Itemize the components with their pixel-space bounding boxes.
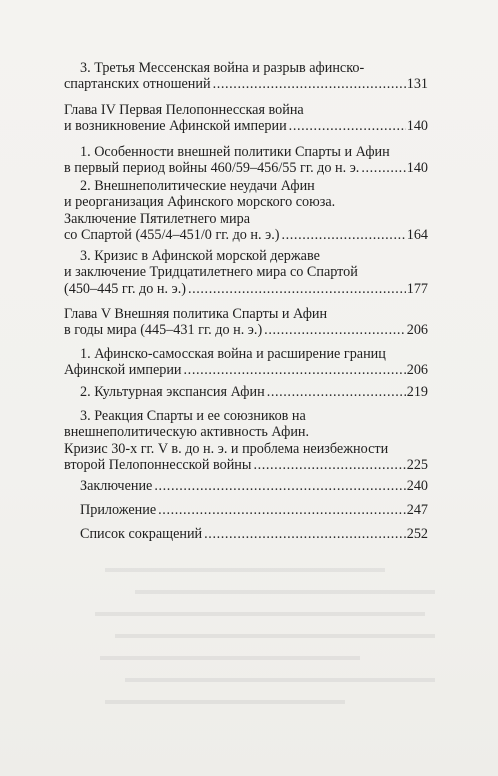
toc-entry-title-line: внешнеполитическую активность Афин.: [64, 424, 310, 441]
toc-entry[interactable]: [64, 306, 428, 339]
toc-entry-title-line: Список сокращений: [80, 526, 203, 542]
toc-entry-title-line: 1. Афинско-самосская война и расширение границ: [80, 346, 386, 362]
dot-leader: [267, 384, 406, 400]
toc-entry-title-line: 3. Третья Мессенская война и разрыв афинско-: [80, 60, 365, 76]
dot-leader: [154, 478, 405, 494]
toc-page-number: 206: [406, 322, 428, 339]
toc-entry-title-line: Глава IV Первая Пелопоннесская война: [64, 102, 304, 118]
toc-entry-title-line: Заключение Пятилетнего мира: [64, 210, 250, 227]
toc-page-number: 225: [406, 457, 428, 474]
toc-entry[interactable]: [64, 248, 428, 297]
toc-entry-title-line: 2. Внешнеполитические неудачи Афин: [80, 178, 315, 194]
toc-entry-title-line: и заключение Тридцатилетнего мира со Спартой: [64, 264, 358, 281]
toc-entry-title-line: Афинской империи: [64, 362, 182, 379]
toc-page-number: 140: [406, 118, 428, 135]
dot-leader: [213, 76, 406, 92]
toc-entry[interactable]: [64, 102, 428, 135]
toc-entry-title-line: спартанских отношений: [64, 76, 211, 93]
toc-entry[interactable]: [64, 408, 428, 474]
toc-entry-title-line: 2. Культурная экспансия Афин: [80, 384, 265, 400]
dot-leader: [281, 227, 405, 243]
toc-entry-title-line: в годы мира (445–431 гг. до н. э.): [64, 322, 263, 339]
toc-page-number: 240: [406, 478, 428, 494]
toc-entry-title-line: второй Пелопоннесской войны: [64, 457, 252, 474]
dot-leader: [264, 322, 406, 338]
toc-entry[interactable]: [64, 60, 428, 93]
toc-entry-title-line: Приложение: [80, 502, 157, 518]
toc-entry[interactable]: [64, 178, 428, 244]
toc-page-number: 252: [406, 526, 428, 542]
toc-page-number: 140: [406, 160, 428, 177]
dot-leader: [361, 160, 405, 176]
toc-page-number: 206: [406, 362, 428, 379]
toc-entry-title-line: со Спартой (455/4–451/0 гг. до н. э.): [64, 227, 280, 244]
toc-entry-title-line: (450–445 гг. до н. э.): [64, 280, 186, 297]
dot-leader: [158, 502, 406, 518]
toc-entry[interactable]: [80, 502, 428, 518]
bleed-through-text: [95, 560, 455, 720]
toc-entry-title-line: и возникновение Афинской империи: [64, 118, 287, 135]
toc-page-number: 247: [406, 502, 428, 518]
dot-leader: [184, 362, 406, 378]
dot-leader: [253, 457, 405, 473]
toc-entry[interactable]: [80, 478, 428, 494]
toc-entry-title-line: Глава V Внешняя политика Спарты и Афин: [64, 306, 328, 322]
toc-entry[interactable]: [80, 526, 428, 542]
toc-entry-title-line: 3. Кризис в Афинской морской державе: [80, 248, 320, 264]
toc-page-number: 131: [406, 76, 428, 93]
toc-entry[interactable]: [80, 384, 428, 400]
toc-entry-title-line: Кризис 30-х гг. V в. до н. э. и проблема неизбежности: [64, 440, 389, 457]
toc-page-number: 164: [406, 227, 428, 244]
toc-entry-title-line: в первый период войны 460/59–456/55 гг. до н. э.: [64, 160, 360, 177]
dot-leader: [204, 526, 406, 542]
toc-page-number: 177: [406, 280, 428, 297]
toc-entry[interactable]: [64, 346, 428, 379]
toc-entry[interactable]: [64, 144, 428, 177]
dot-leader: [188, 281, 406, 297]
toc-entry-title-line: и реорганизация Афинского морского союза.: [64, 194, 336, 211]
toc-entry-title-line: Заключение: [80, 478, 153, 494]
toc-entry-title-line: 1. Особенности внешней политики Спарты и Афин: [80, 144, 390, 160]
dot-leader: [289, 118, 406, 134]
toc-entry-title-line: 3. Реакция Спарты и ее союзников на: [80, 408, 306, 424]
toc-page-number: 219: [406, 384, 428, 400]
